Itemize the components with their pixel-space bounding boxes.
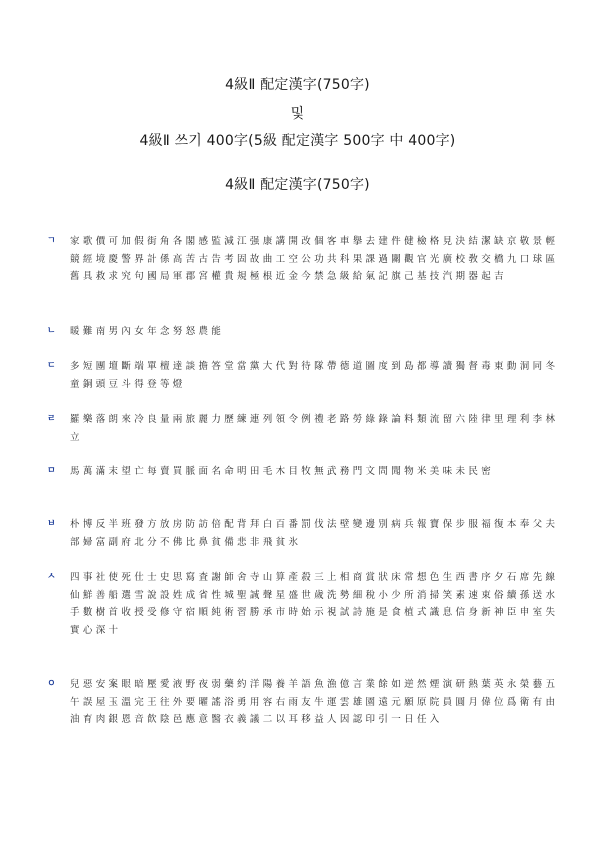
hanja-list: 朴博反半班發方放房防訪倍配背拜白百番罰伐法壁變邊別病兵報寶保步服福復本奉父夫部婦富副府北分不佛比鼻貧備悲非飛貧氷	[70, 519, 559, 548]
hanja-list: 四事社使死仕士史思寫査謝師舍寺山算產殺三上相商賞狀床常想色生西書序夕石席先線仙鮮善船選雪說設姓成省性城聖誠聲星盛世歲洗勢細稅小少所消掃笑素速束俗續孫送水手數樹首收授受修守宿順純術習勝承市時始示視試詩施是食植式識息信身新神臣申室失實心深十	[70, 572, 559, 637]
document-subtitle: 4級Ⅱ 쓰기 400字(5級 配定漢字 500字 中 400字)	[139, 133, 456, 149]
hanja-list: 羅樂落朗來冷良量兩旅麗力歷練連列領令例禮老路勞綠錄論料類流留六陸律里理利李林立	[70, 414, 559, 443]
section-marker: ㄹ	[47, 414, 56, 424]
section-marker: ㄱ	[47, 236, 56, 246]
section-heading: 4級Ⅱ 配定漢字(750字)	[225, 177, 370, 193]
section-marker: ㄴ	[47, 326, 56, 336]
hanja-list: 馬萬滿末望亡每賣買脈面名命明田毛木目牧無武務門文問聞物米美味未民密	[70, 466, 495, 477]
section-marker: ㅇ	[47, 679, 56, 689]
hanja-list: 兒惡安案眼暗壓愛液野夜弱藥約洋陽養羊語魚漁億言業餘如逆然煙演研熱葉英永榮藝五午誤屋玉溫完王往外要曜謠浴勇用容右雨友牛運雲雄園遠元願原院員圓月偉位爲衛有由油育肉銀恩音飮陰邑應意醫衣義議二以耳移益人因認印引一日任入	[70, 679, 559, 726]
title-conjunction: 및	[290, 106, 305, 122]
section-marker: ㅅ	[47, 572, 56, 582]
hanja-list: 暖難南男內女年念努怒農能	[70, 326, 225, 337]
hanja-list: 多短團壇斷端單檀達談擔答堂當黨大代對待隊帶德道圖度到島都導讀獨督毒東動洞同冬童銅頭豆斗得登等燈	[70, 361, 559, 390]
section-marker: ㄷ	[47, 361, 56, 371]
document-title: 4級Ⅱ 配定漢字(750字)	[225, 77, 370, 93]
hanja-list: 家歌價可加假街角各閣感監減江强康講開改個客車擧去建件健檢格見決結潔缺京敬景輕競經境慶警界計係高苦古告考固故曲工空公功共科果課過關觀官光廣校敎交橋九口球區舊具救求究句國局軍郡宮權貴規極根近金今禁急級給氣記旗己基技汽期器起吉	[70, 236, 559, 283]
section-marker: ㅁ	[47, 466, 56, 476]
section-marker: ㅂ	[47, 519, 56, 529]
